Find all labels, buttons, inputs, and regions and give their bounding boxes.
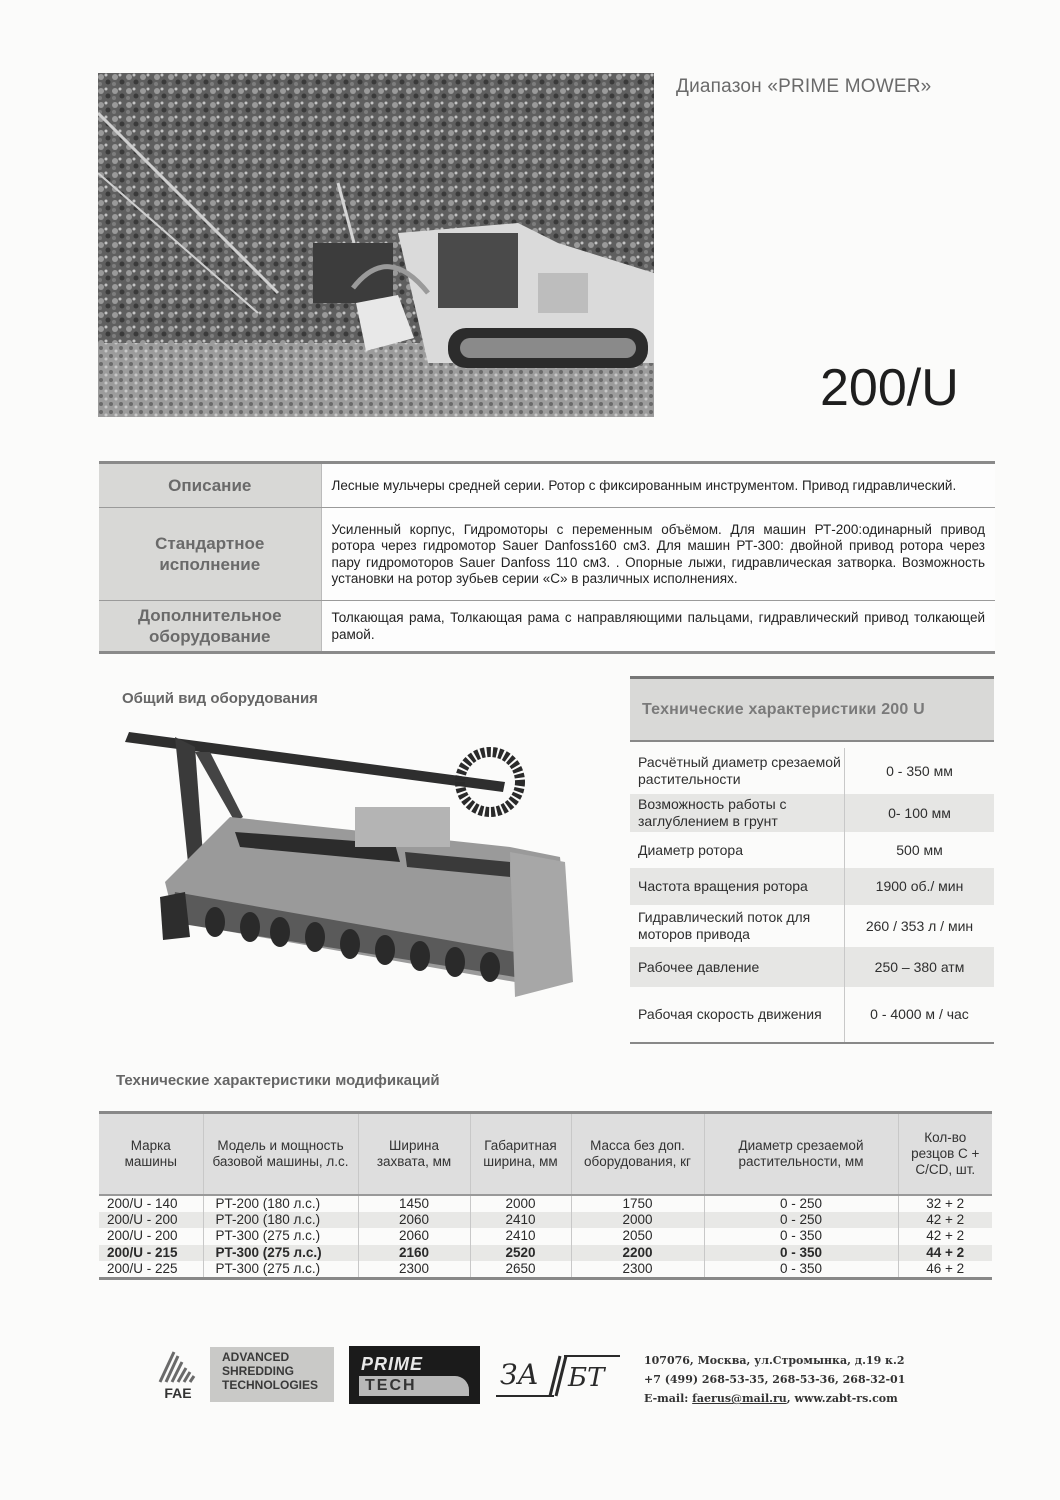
primetech-logo-bottom: TECH: [359, 1376, 469, 1396]
spec-name: Частота вращения ротора: [630, 868, 845, 905]
advanced-shredding-logo: [210, 1347, 334, 1402]
modifications-table: [99, 1111, 992, 1280]
modification-cell: 2060: [358, 1212, 470, 1229]
modification-row: [99, 1261, 992, 1279]
modification-cell: 2200: [571, 1245, 704, 1262]
modification-cell: PT-200 (180 л.с.): [203, 1212, 358, 1229]
series-title: Диапазон «PRIME MOWER»: [676, 76, 932, 97]
spec-name: Расчётный диаметр срезаемой растительности: [630, 748, 845, 794]
fae-logo: [154, 1346, 202, 1402]
modification-cell: PT-200 (180 л.с.): [203, 1195, 358, 1212]
modification-cell: 2410: [470, 1228, 571, 1245]
spec-value: 250 – 380 атм: [874, 958, 965, 975]
modification-cell: 200/U - 140: [107, 1195, 178, 1211]
spec-name: Рабочая скорость движения: [630, 987, 845, 1042]
description-table: [99, 461, 995, 654]
zabt-logo-text-right: БТ: [568, 1363, 605, 1393]
modifications-heading: Технические характеристики модификаций: [116, 1072, 440, 1089]
modification-cell: 2000: [470, 1195, 571, 1212]
spec-name: Рабочее давление: [630, 947, 845, 987]
column-header: Ширина захвата, мм: [358, 1113, 470, 1195]
description-text: Толкающая рама, Толкающая рама с направляющими пальцами, гидравлический привод толкающей рамой.: [321, 601, 995, 653]
modification-cell: 200/U - 200: [99, 1212, 203, 1229]
modification-cell: 0 - 350: [704, 1245, 898, 1262]
website-link[interactable]: www.zabt-rs.com: [794, 1392, 898, 1405]
modification-cell: 44 + 2: [898, 1245, 992, 1262]
specs-body: [630, 742, 994, 1044]
modification-cell: 2650: [470, 1261, 571, 1279]
modification-row: [99, 1228, 992, 1245]
spec-value: 260 / 353 л / мин: [865, 917, 974, 934]
modification-cell: PT-300 (275 л.с.): [203, 1245, 358, 1262]
specs-title: Технические характеристики 200 U: [630, 676, 994, 742]
description-row: [99, 463, 995, 508]
modification-cell: 2000: [571, 1212, 704, 1229]
modification-cell: 2050: [571, 1228, 704, 1245]
spec-name: Гидравлический поток для моторов привода: [630, 905, 845, 947]
description-text: Лесные мульчеры средней серии. Ротор с фиксированным инструментом. Привод гидравлический.: [321, 463, 995, 508]
modification-cell: 42 + 2: [898, 1212, 992, 1229]
modification-cell: PT-300 (275 л.с.): [203, 1261, 358, 1279]
modification-cell: 0 - 350: [704, 1228, 898, 1245]
modification-cell: 200/U - 225: [107, 1261, 178, 1276]
overview-heading: Общий вид оборудования: [122, 690, 318, 707]
fae-logo-text: FAE: [164, 1385, 192, 1401]
column-header: Кол-во резцов С + C/CD, шт.: [898, 1113, 992, 1195]
column-header: Модель и мощность базовой машины, л.с.: [203, 1113, 358, 1195]
spec-value: 1900 об./ мин: [875, 878, 964, 894]
specs-table: [630, 676, 994, 1044]
spec-row: [630, 947, 994, 987]
separator: ,: [786, 1392, 795, 1405]
column-header: Масса без доп. оборудования, кг: [571, 1113, 704, 1195]
contact-info: [644, 1351, 905, 1408]
modification-row: [99, 1195, 992, 1212]
primetech-logo: [349, 1346, 480, 1404]
ast-line: ADVANCED: [222, 1350, 290, 1364]
email-web-line: [644, 1389, 905, 1408]
modification-cell: 42 + 2: [898, 1228, 992, 1245]
model-title: 200/U: [820, 359, 959, 417]
modification-cell: 1450: [358, 1195, 470, 1212]
description-row: [99, 601, 995, 653]
modification-cell: 0 - 250: [704, 1212, 898, 1229]
ast-line: SHREDDING: [222, 1364, 295, 1378]
email-label: E-mail:: [644, 1392, 693, 1405]
column-header: Габаритная ширина, мм: [470, 1113, 571, 1195]
email-link[interactable]: faerus@mail.ru: [692, 1392, 787, 1405]
description-label: Дополнительное оборудование: [99, 601, 321, 653]
modification-cell: 2300: [358, 1261, 470, 1279]
zabt-logo: [496, 1350, 620, 1402]
ast-line: TECHNOLOGIES: [222, 1378, 319, 1392]
modification-cell: PT-300 (275 л.с.): [203, 1228, 358, 1245]
spec-row: [630, 868, 994, 905]
modification-cell: 2160: [358, 1245, 470, 1262]
description-text: Усиленный корпус, Гидромоторы с переменным объёмом. Для машин РТ-200:одинарный привод ротора через гидромотор Sauer Danfoss160 см3. Для машин РТ-300: двойной привод ротора через пару гидромоторов Sauer Danfoss 110 см3. . Опорные лыжи, гидравлическая затворка. Возможность установки на ротор зубьев серии «С» в различных исполнениях.: [321, 508, 995, 601]
spec-row: [630, 905, 994, 947]
primetech-logo-top: PRIME: [361, 1354, 424, 1374]
modification-cell: 2410: [470, 1212, 571, 1229]
modification-cell: 46 + 2: [898, 1261, 992, 1279]
modification-row: [99, 1245, 992, 1262]
modifications-header-row: [99, 1113, 992, 1195]
zabt-logo-text-left: ЗА: [500, 1358, 539, 1391]
modification-cell: 2060: [358, 1228, 470, 1245]
spec-row: [630, 987, 994, 1042]
modification-cell: 2520: [470, 1245, 571, 1262]
modification-cell: 2300: [571, 1261, 704, 1279]
modification-cell: 0 - 250: [704, 1195, 898, 1212]
spec-value: 0 - 350 мм: [886, 762, 953, 779]
spec-row: [630, 832, 994, 868]
modification-cell: 32 + 2: [898, 1195, 992, 1212]
phones: +7 (499) 268-53-35, 268-53-36, 268-32-01: [644, 1373, 906, 1386]
description-row: [99, 508, 995, 601]
spec-name: Возможность работы с заглублением в грунт: [630, 794, 845, 832]
spec-name: Диаметр ротора: [630, 832, 845, 868]
column-header: Марка машины: [99, 1113, 203, 1195]
modification-row: [99, 1212, 992, 1229]
modification-cell: 0 - 350: [704, 1261, 898, 1279]
mulcher-head-image: [115, 722, 600, 1007]
spec-row: [630, 794, 994, 832]
spec-row: [630, 742, 994, 794]
spec-value: 0 - 4000 м / час: [870, 1006, 969, 1022]
address: 107076, Москва, ул.Стромынка, д.19 к.2: [644, 1354, 905, 1367]
modification-cell: 1750: [571, 1195, 704, 1212]
hero-photo-forest-mulcher: [98, 73, 654, 417]
column-header: Диаметр срезаемой растительности, мм: [704, 1113, 898, 1195]
description-label: Описание: [99, 463, 321, 508]
description-label: Стандартное исполнение: [99, 508, 321, 601]
modification-cell: 200/U - 215: [99, 1245, 203, 1262]
spec-value: 500 мм: [896, 841, 943, 858]
spec-value: 0- 100 мм: [888, 804, 951, 821]
modification-cell: 200/U - 200: [107, 1228, 178, 1244]
